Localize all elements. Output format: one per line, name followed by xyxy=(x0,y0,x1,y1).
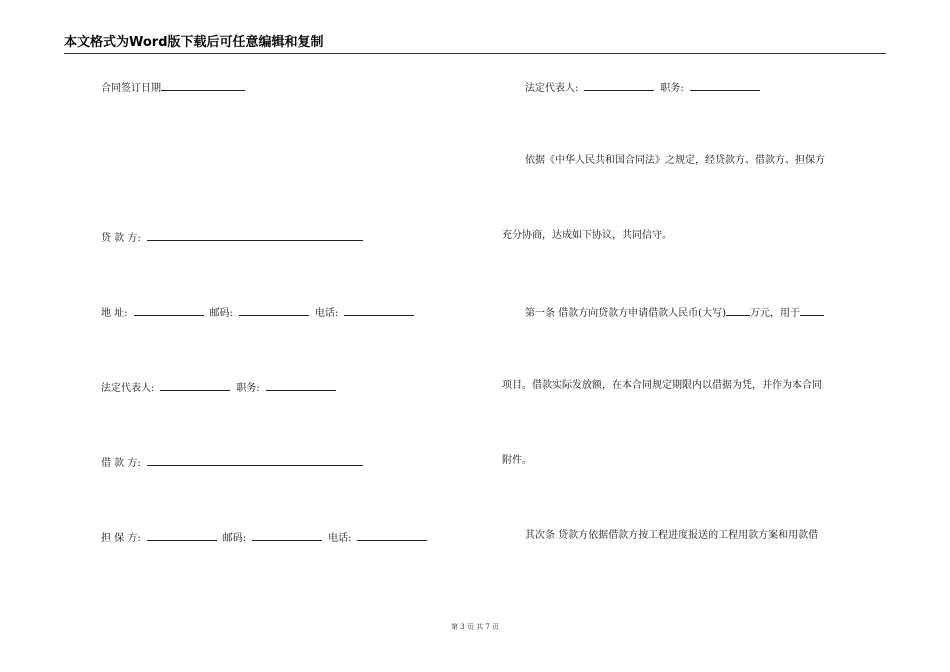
postcode-label: 邮码: xyxy=(209,308,233,319)
para1-line1: 依据《中华人民共和国合同法》之规定，经贷款方、借款方、担保方 xyxy=(525,155,825,166)
article1-line2: 项目。借款实际发放额，在本合同规定期限内以借据为凭，并作为本合同 xyxy=(502,380,822,391)
lender-blank xyxy=(147,229,363,241)
article1-line1-b: 万元，用于 xyxy=(749,308,800,319)
address-label: 地 址: xyxy=(101,308,128,319)
borrower-line xyxy=(101,454,363,471)
article1-line1-a: 第一条 借款方向贷款方申请借款人民币(大写) xyxy=(525,308,726,319)
article1-line3: 附件。 xyxy=(502,455,532,466)
borrower-blank xyxy=(147,454,363,466)
guarantor-phone-label: 电话: xyxy=(328,533,352,544)
legal-rep-blank xyxy=(160,379,230,391)
position-label: 职务: xyxy=(236,383,260,394)
legal-rep-line-left xyxy=(101,379,336,396)
sign-date-label: 合同签订日期 xyxy=(101,83,161,94)
page-header xyxy=(64,35,886,54)
position-label-right: 职务: xyxy=(660,83,684,94)
guarantor-label: 担 保 方: xyxy=(101,533,141,544)
guarantor-postcode-blank xyxy=(252,529,322,541)
lender-line xyxy=(101,229,363,246)
article2-line1: 其次条 贷款方依据借款方按工程进度报送的工程用款方案和用款借 xyxy=(525,530,819,541)
phone-blank xyxy=(344,304,414,316)
borrower-label: 借 款 方: xyxy=(101,458,141,469)
page-footer: 第 3 页 共 7 页 xyxy=(450,623,500,631)
guarantor-line xyxy=(101,529,427,546)
lender-label: 贷 款 方: xyxy=(101,233,141,244)
position-blank-right xyxy=(690,79,760,91)
header-title: 本文格式为Word版下载后可任意编辑和复制 xyxy=(64,35,324,50)
guarantor-blank xyxy=(147,529,217,541)
guarantor-phone-blank xyxy=(357,529,427,541)
para1-line2: 充分协商，达成如下协议，共同信守。 xyxy=(502,230,672,241)
position-blank xyxy=(266,379,336,391)
legal-rep-label-right: 法定代表人: xyxy=(525,83,579,94)
address-blank xyxy=(134,304,204,316)
amount-blank xyxy=(726,304,750,316)
guarantor-postcode-label: 邮码: xyxy=(222,533,247,544)
purpose-blank xyxy=(800,304,824,316)
legal-rep-blank-right xyxy=(584,79,654,91)
sign-date-line xyxy=(101,79,245,96)
phone-label: 电话: xyxy=(314,308,339,319)
article1-line1 xyxy=(525,304,824,321)
legal-rep-line-right xyxy=(525,79,760,96)
postcode-blank xyxy=(239,304,309,316)
address-line xyxy=(101,304,414,321)
legal-rep-label: 法定代表人: xyxy=(101,383,155,394)
sign-date-blank xyxy=(161,79,245,91)
